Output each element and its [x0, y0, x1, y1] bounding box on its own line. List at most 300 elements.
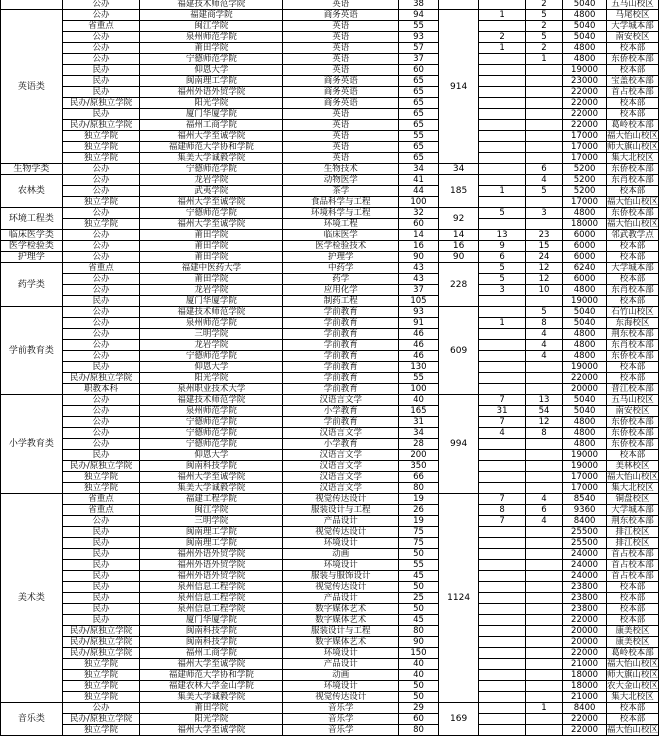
school-type-cell[interactable]: 民办/原独立学院 — [62, 98, 140, 109]
col1-cell[interactable] — [479, 131, 525, 142]
school-name-cell[interactable]: 福州外语外贸学院 — [140, 560, 283, 571]
plan-count-cell[interactable]: 130 — [399, 362, 439, 373]
school-name-cell[interactable]: 集美大学诚毅学院 — [140, 483, 283, 494]
tuition-cell[interactable]: 5040 — [563, 307, 607, 318]
col2-cell[interactable] — [525, 439, 562, 450]
col2-cell[interactable]: 3 — [525, 208, 562, 219]
plan-count-cell[interactable]: 14 — [399, 230, 439, 241]
tuition-cell[interactable]: 4800 — [563, 340, 607, 351]
plan-count-cell[interactable]: 50 — [399, 549, 439, 560]
col2-cell[interactable]: 8 — [525, 318, 562, 329]
tuition-cell[interactable]: 22000 — [563, 714, 607, 725]
category-cell[interactable]: 医学检验类 — [1, 241, 63, 252]
col1-cell[interactable]: 5 — [479, 274, 525, 285]
school-type-cell[interactable]: 民办 — [62, 450, 140, 461]
school-name-cell[interactable]: 集美大学诚毅学院 — [140, 692, 283, 703]
school-type-cell[interactable]: 民办 — [62, 65, 140, 76]
plan-count-cell[interactable]: 40 — [399, 395, 439, 406]
tuition-cell[interactable]: 22000 — [563, 109, 607, 120]
col2-cell[interactable] — [525, 637, 562, 648]
school-name-cell[interactable]: 莆田学院 — [140, 703, 283, 714]
col1-cell[interactable]: 1 — [479, 186, 525, 197]
col2-cell[interactable]: 4 — [525, 175, 562, 186]
school-name-cell[interactable]: 福建商学院 — [140, 10, 283, 21]
tuition-cell[interactable]: 4800 — [563, 351, 607, 362]
major-cell[interactable]: 动物医学 — [283, 175, 399, 186]
plan-count-cell[interactable]: 66 — [399, 472, 439, 483]
major-cell[interactable]: 产品设计 — [283, 659, 399, 670]
col2-cell[interactable] — [525, 670, 562, 681]
tuition-cell[interactable]: 21000 — [563, 659, 607, 670]
tuition-cell[interactable]: 6000 — [563, 252, 607, 263]
plan-count-cell[interactable]: 29 — [399, 703, 439, 714]
major-cell[interactable]: 数字媒体艺术 — [283, 604, 399, 615]
school-type-cell[interactable]: 民办 — [62, 527, 140, 538]
major-cell[interactable]: 环境设计 — [283, 538, 399, 549]
campus-cell[interactable]: 校本部 — [606, 252, 658, 263]
col2-cell[interactable] — [525, 109, 562, 120]
tuition-cell[interactable]: 19000 — [563, 450, 607, 461]
col2-cell[interactable]: 23 — [525, 230, 562, 241]
col1-cell[interactable] — [479, 450, 525, 461]
tuition-cell[interactable]: 4800 — [563, 417, 607, 428]
major-cell[interactable]: 学前教育 — [283, 318, 399, 329]
school-type-cell[interactable]: 公办 — [62, 351, 140, 362]
major-cell[interactable]: 环境设计 — [283, 681, 399, 692]
col2-cell[interactable]: 4 — [525, 351, 562, 362]
category-cell[interactable]: 临床医学类 — [1, 230, 63, 241]
school-name-cell[interactable]: 厦门华厦学院 — [140, 615, 283, 626]
campus-cell[interactable]: 首占校本部 — [606, 549, 658, 560]
campus-cell[interactable]: 东侨校本部 — [606, 208, 658, 219]
tuition-cell[interactable]: 4800 — [563, 10, 607, 21]
major-cell[interactable]: 环境科学与工程 — [283, 208, 399, 219]
school-type-cell[interactable]: 民办 — [62, 87, 140, 98]
school-type-cell[interactable]: 公办 — [62, 208, 140, 219]
col1-cell[interactable] — [479, 549, 525, 560]
plan-count-cell[interactable]: 44 — [399, 186, 439, 197]
plan-count-cell[interactable]: 55 — [399, 21, 439, 32]
campus-cell[interactable]: 五马山校区 — [606, 395, 658, 406]
school-type-cell[interactable]: 公办 — [62, 406, 140, 417]
major-cell[interactable]: 汉语言文学 — [283, 450, 399, 461]
col2-cell[interactable]: 2 — [525, 0, 562, 10]
col2-cell[interactable] — [525, 373, 562, 384]
school-name-cell[interactable]: 宁德师范学院 — [140, 208, 283, 219]
plan-count-cell[interactable]: 55 — [399, 373, 439, 384]
school-name-cell[interactable]: 福州大学至诚学院 — [140, 472, 283, 483]
col2-cell[interactable] — [525, 98, 562, 109]
col2-cell[interactable] — [525, 527, 562, 538]
category-total-cell[interactable]: 34 — [438, 164, 479, 175]
tuition-cell[interactable]: 5040 — [563, 395, 607, 406]
school-type-cell[interactable]: 民办/原独立学院 — [62, 461, 140, 472]
tuition-cell[interactable]: 17000 — [563, 197, 607, 208]
campus-cell[interactable]: 校本部 — [606, 98, 658, 109]
school-type-cell[interactable]: 公办 — [62, 32, 140, 43]
campus-cell[interactable]: 福大怡山校区 — [606, 219, 658, 229]
col2-cell[interactable] — [525, 153, 562, 164]
major-cell[interactable]: 商务英语 — [283, 98, 399, 109]
plan-count-cell[interactable]: 32 — [399, 208, 439, 219]
school-type-cell[interactable]: 公办 — [62, 164, 140, 175]
category-cell[interactable]: 农林类 — [1, 175, 63, 208]
tuition-cell[interactable]: 18000 — [563, 670, 607, 681]
plan-count-cell[interactable]: 60 — [399, 219, 439, 230]
tuition-cell[interactable]: 19000 — [563, 461, 607, 472]
col1-cell[interactable] — [479, 593, 525, 604]
school-type-cell[interactable]: 公办 — [62, 428, 140, 439]
campus-cell[interactable]: 大学城本部 — [606, 263, 658, 274]
school-type-cell[interactable]: 民办/原独立学院 — [62, 120, 140, 131]
tuition-cell[interactable]: 5040 — [563, 21, 607, 32]
col1-cell[interactable] — [479, 615, 525, 626]
campus-cell[interactable]: 校本部 — [606, 604, 658, 615]
tuition-cell[interactable]: 6240 — [563, 263, 607, 274]
school-name-cell[interactable]: 福州大学至诚学院 — [140, 659, 283, 670]
tuition-cell[interactable]: 21000 — [563, 692, 607, 703]
col1-cell[interactable]: 7 — [479, 494, 525, 505]
school-type-cell[interactable]: 公办 — [62, 340, 140, 351]
tuition-cell[interactable]: 22000 — [563, 615, 607, 626]
tuition-cell[interactable]: 22000 — [563, 373, 607, 384]
campus-cell[interactable]: 集大北校区 — [606, 483, 658, 494]
category-cell[interactable]: 药学类 — [1, 263, 63, 307]
tuition-cell[interactable]: 24000 — [563, 560, 607, 571]
plan-count-cell[interactable]: 350 — [399, 461, 439, 472]
school-name-cell[interactable]: 福州大学至诚学院 — [140, 197, 283, 208]
school-name-cell[interactable]: 福州外语外贸学院 — [140, 571, 283, 582]
major-cell[interactable]: 服装设计与工程 — [283, 626, 399, 637]
campus-cell[interactable]: 大学城本部 — [606, 21, 658, 32]
major-cell[interactable]: 汉语言文学 — [283, 472, 399, 483]
campus-cell[interactable]: 福大怡山校区 — [606, 659, 658, 669]
major-cell[interactable]: 护理学 — [283, 252, 399, 263]
campus-cell[interactable]: 校本部 — [606, 296, 658, 307]
school-name-cell[interactable]: 泉州信息工程学院 — [140, 582, 283, 593]
school-name-cell[interactable]: 阳光学院 — [140, 714, 283, 725]
tuition-cell[interactable]: 25500 — [563, 538, 607, 549]
school-name-cell[interactable]: 仰恩大学 — [140, 450, 283, 461]
school-type-cell[interactable]: 公办 — [62, 329, 140, 340]
col2-cell[interactable] — [525, 681, 562, 692]
col1-cell[interactable] — [479, 340, 525, 351]
col2-cell[interactable] — [525, 604, 562, 615]
col2-cell[interactable] — [525, 659, 562, 670]
school-name-cell[interactable]: 闽南科技学院 — [140, 626, 283, 637]
major-cell[interactable]: 小学教育 — [283, 439, 399, 450]
plan-count-cell[interactable]: 65 — [399, 87, 439, 98]
col2-cell[interactable]: 6 — [525, 505, 562, 516]
col2-cell[interactable] — [525, 76, 562, 87]
col1-cell[interactable] — [479, 472, 525, 483]
col2-cell[interactable] — [525, 142, 562, 153]
campus-cell[interactable]: 宝盖校本部 — [606, 76, 658, 87]
major-cell[interactable]: 汉语言文学 — [283, 461, 399, 472]
tuition-cell[interactable]: 17000 — [563, 131, 607, 142]
campus-cell[interactable]: 东肖校本部 — [606, 175, 658, 186]
major-cell[interactable]: 英语 — [283, 120, 399, 131]
school-type-cell[interactable]: 公办 — [62, 43, 140, 54]
school-name-cell[interactable]: 阳光学院 — [140, 373, 283, 384]
school-type-cell[interactable]: 省重点 — [62, 505, 140, 516]
major-cell[interactable]: 音乐学 — [283, 725, 399, 736]
tuition-cell[interactable]: 8400 — [563, 516, 607, 527]
col2-cell[interactable] — [525, 648, 562, 659]
col2-cell[interactable] — [525, 450, 562, 461]
campus-cell[interactable]: 东侨校本部 — [606, 417, 658, 428]
col1-cell[interactable] — [479, 373, 525, 384]
school-type-cell[interactable]: 民办/原独立学院 — [62, 373, 140, 384]
plan-count-cell[interactable]: 200 — [399, 450, 439, 461]
col2-cell[interactable]: 2 — [525, 21, 562, 32]
col1-cell[interactable] — [479, 197, 525, 208]
school-type-cell[interactable]: 公办 — [62, 230, 140, 241]
campus-cell[interactable]: 农大金山校区 — [606, 681, 658, 691]
tuition-cell[interactable]: 4800 — [563, 285, 607, 296]
col2-cell[interactable]: 5 — [525, 307, 562, 318]
col1-cell[interactable] — [479, 714, 525, 725]
tuition-cell[interactable]: 4800 — [563, 208, 607, 219]
campus-cell[interactable]: 首占校本部 — [606, 87, 658, 98]
category-total-cell[interactable]: 90 — [438, 252, 479, 263]
plan-count-cell[interactable]: 50 — [399, 582, 439, 593]
school-type-cell[interactable]: 公办 — [62, 516, 140, 527]
school-type-cell[interactable]: 公办 — [62, 274, 140, 285]
col1-cell[interactable]: 5 — [479, 263, 525, 274]
col1-cell[interactable] — [479, 307, 525, 318]
tuition-cell[interactable]: 22000 — [563, 648, 607, 659]
major-cell[interactable]: 英语 — [283, 131, 399, 142]
campus-cell[interactable]: 校本部 — [606, 582, 658, 593]
school-name-cell[interactable]: 阳光学院 — [140, 98, 283, 109]
campus-cell[interactable]: 校本部 — [606, 43, 658, 54]
col2-cell[interactable]: 4 — [525, 516, 562, 527]
major-cell[interactable]: 商务英语 — [283, 76, 399, 87]
school-type-cell[interactable]: 省重点 — [62, 263, 140, 274]
tuition-cell[interactable]: 4800 — [563, 428, 607, 439]
tuition-cell[interactable]: 23800 — [563, 582, 607, 593]
plan-count-cell[interactable]: 90 — [399, 637, 439, 648]
plan-count-cell[interactable]: 93 — [399, 32, 439, 43]
campus-cell[interactable]: 马尾校区 — [606, 10, 658, 21]
plan-count-cell[interactable]: 34 — [399, 164, 439, 175]
col2-cell[interactable] — [525, 549, 562, 560]
tuition-cell[interactable]: 20000 — [563, 626, 607, 637]
col1-cell[interactable] — [479, 351, 525, 362]
tuition-cell[interactable]: 5040 — [563, 406, 607, 417]
major-cell[interactable]: 学前教育 — [283, 373, 399, 384]
major-cell[interactable]: 中药学 — [283, 263, 399, 274]
category-total-cell[interactable]: 1124 — [438, 494, 479, 703]
campus-cell[interactable]: 葛岭校本部 — [606, 648, 658, 659]
campus-cell[interactable]: 福大怡山校区 — [606, 472, 658, 482]
tuition-cell[interactable]: 22000 — [563, 98, 607, 109]
plan-count-cell[interactable]: 65 — [399, 142, 439, 153]
major-cell[interactable]: 动画 — [283, 670, 399, 681]
school-name-cell[interactable]: 福州大学至诚学院 — [140, 219, 283, 230]
col2-cell[interactable] — [525, 384, 562, 395]
school-type-cell[interactable]: 民办 — [62, 615, 140, 626]
category-total-cell[interactable]: 228 — [438, 263, 479, 307]
tuition-cell[interactable]: 22000 — [563, 87, 607, 98]
major-cell[interactable]: 汉语言文学 — [283, 395, 399, 406]
col1-cell[interactable] — [479, 21, 525, 32]
col1-cell[interactable] — [479, 120, 525, 131]
school-name-cell[interactable]: 莆田学院 — [140, 252, 283, 263]
tuition-cell[interactable]: 5200 — [563, 175, 607, 186]
school-type-cell[interactable]: 公办 — [62, 252, 140, 263]
category-cell[interactable]: 音乐类 — [1, 703, 63, 736]
col2-cell[interactable] — [525, 296, 562, 307]
major-cell[interactable]: 学前教育 — [283, 417, 399, 428]
category-cell[interactable]: 学前教育类 — [1, 307, 63, 395]
tuition-cell[interactable]: 19000 — [563, 296, 607, 307]
col2-cell[interactable] — [525, 582, 562, 593]
col1-cell[interactable] — [479, 681, 525, 692]
tuition-cell[interactable]: 5040 — [563, 32, 607, 43]
school-name-cell[interactable]: 福州外语外贸学院 — [140, 549, 283, 560]
school-type-cell[interactable]: 公办 — [62, 307, 140, 318]
tuition-cell[interactable]: 24000 — [563, 571, 607, 582]
tuition-cell[interactable]: 23800 — [563, 593, 607, 604]
major-cell[interactable]: 服装与服饰设计 — [283, 571, 399, 582]
plan-count-cell[interactable]: 55 — [399, 560, 439, 571]
campus-cell[interactable]: 美林校区 — [606, 461, 658, 472]
school-name-cell[interactable]: 泉州信息工程学院 — [140, 593, 283, 604]
plan-count-cell[interactable]: 80 — [399, 725, 439, 736]
plan-count-cell[interactable]: 41 — [399, 175, 439, 186]
school-name-cell[interactable]: 泉州职业技术大学 — [140, 384, 283, 395]
campus-cell[interactable]: 师大旗山校区 — [606, 142, 658, 152]
campus-cell[interactable]: 福大怡山校区 — [606, 131, 658, 141]
col1-cell[interactable] — [479, 637, 525, 648]
campus-cell[interactable]: 东肖校本部 — [606, 340, 658, 351]
tuition-cell[interactable]: 19000 — [563, 362, 607, 373]
col2-cell[interactable]: 1 — [525, 703, 562, 714]
major-cell[interactable]: 数字媒体艺术 — [283, 637, 399, 648]
campus-cell[interactable]: 校本部 — [606, 593, 658, 604]
school-type-cell[interactable]: 独立学院 — [62, 131, 140, 142]
school-type-cell[interactable]: 民办 — [62, 76, 140, 87]
school-name-cell[interactable]: 龙岩学院 — [140, 340, 283, 351]
plan-count-cell[interactable]: 50 — [399, 604, 439, 615]
school-name-cell[interactable]: 龙岩学院 — [140, 285, 283, 296]
campus-cell[interactable]: 校本部 — [606, 241, 658, 252]
school-name-cell[interactable]: 三明学院 — [140, 329, 283, 340]
school-type-cell[interactable]: 民办 — [62, 582, 140, 593]
major-cell[interactable]: 动画 — [283, 549, 399, 560]
tuition-cell[interactable]: 5040 — [563, 318, 607, 329]
major-cell[interactable]: 学前教育 — [283, 362, 399, 373]
school-name-cell[interactable]: 厦门华厦学院 — [140, 296, 283, 307]
major-cell[interactable]: 服装设计与工程 — [283, 505, 399, 516]
category-total-cell[interactable]: 92 — [438, 208, 479, 230]
school-name-cell[interactable]: 闽南科技学院 — [140, 461, 283, 472]
major-cell[interactable]: 小学教育 — [283, 406, 399, 417]
campus-cell[interactable]: 福大怡山校区 — [606, 197, 658, 207]
col1-cell[interactable]: 1 — [479, 10, 525, 21]
campus-cell[interactable]: 东侨校本部 — [606, 428, 658, 439]
plan-count-cell[interactable]: 25 — [399, 593, 439, 604]
col1-cell[interactable] — [479, 98, 525, 109]
col1-cell[interactable] — [479, 692, 525, 703]
school-type-cell[interactable]: 民办 — [62, 593, 140, 604]
col1-cell[interactable] — [479, 527, 525, 538]
school-name-cell[interactable]: 泉州师范学院 — [140, 32, 283, 43]
plan-count-cell[interactable]: 60 — [399, 714, 439, 725]
major-cell[interactable]: 环境工程 — [283, 219, 399, 230]
school-name-cell[interactable]: 莆田学院 — [140, 230, 283, 241]
tuition-cell[interactable]: 4800 — [563, 43, 607, 54]
campus-cell[interactable]: 排江校区 — [606, 527, 658, 538]
major-cell[interactable]: 英语 — [283, 21, 399, 32]
major-cell[interactable]: 英语 — [283, 43, 399, 54]
col1-cell[interactable] — [479, 329, 525, 340]
major-cell[interactable]: 音乐学 — [283, 714, 399, 725]
campus-cell[interactable]: 校本部 — [606, 186, 658, 197]
school-type-cell[interactable]: 民办/原独立学院 — [62, 714, 140, 725]
col1-cell[interactable] — [479, 65, 525, 76]
school-type-cell[interactable]: 独立学院 — [62, 692, 140, 703]
tuition-cell[interactable]: 23800 — [563, 604, 607, 615]
col1-cell[interactable] — [479, 219, 525, 230]
tuition-cell[interactable]: 6000 — [563, 241, 607, 252]
col1-cell[interactable]: 5 — [479, 208, 525, 219]
category-total-cell[interactable]: 16 — [438, 241, 479, 252]
school-name-cell[interactable]: 泉州师范学院 — [140, 318, 283, 329]
col2-cell[interactable]: 1 — [525, 54, 562, 65]
tuition-cell[interactable]: 17000 — [563, 483, 607, 494]
plan-count-cell[interactable]: 75 — [399, 538, 439, 549]
tuition-cell[interactable]: 18000 — [563, 219, 607, 230]
col1-cell[interactable] — [479, 142, 525, 153]
school-type-cell[interactable]: 民办 — [62, 604, 140, 615]
plan-count-cell[interactable]: 43 — [399, 263, 439, 274]
school-type-cell[interactable]: 民办/原独立学院 — [62, 637, 140, 648]
school-type-cell[interactable]: 省重点 — [62, 494, 140, 505]
major-cell[interactable]: 汉语言文学 — [283, 483, 399, 494]
plan-count-cell[interactable]: 93 — [399, 307, 439, 318]
campus-cell[interactable]: 大学城本部 — [606, 505, 658, 516]
school-type-cell[interactable]: 职教本科 — [62, 384, 140, 395]
col1-cell[interactable] — [479, 560, 525, 571]
tuition-cell[interactable]: 22000 — [563, 725, 607, 736]
school-type-cell[interactable]: 独立学院 — [62, 472, 140, 483]
major-cell[interactable]: 音乐学 — [283, 703, 399, 714]
col2-cell[interactable]: 8 — [525, 428, 562, 439]
category-cell[interactable]: 英语类 — [1, 10, 63, 164]
col2-cell[interactable]: 15 — [525, 241, 562, 252]
plan-count-cell[interactable]: 55 — [399, 131, 439, 142]
tuition-cell[interactable]: 5200 — [563, 164, 607, 175]
category-cell[interactable]: 小学教育类 — [1, 395, 63, 494]
plan-count-cell[interactable]: 91 — [399, 318, 439, 329]
col2-cell[interactable] — [525, 626, 562, 637]
plan-count-cell[interactable]: 37 — [399, 285, 439, 296]
school-name-cell[interactable]: 闽南理工学院 — [140, 538, 283, 549]
school-name-cell[interactable]: 闽南理工学院 — [140, 76, 283, 87]
major-cell[interactable]: 学前教育 — [283, 384, 399, 395]
school-name-cell[interactable]: 宁德师范学院 — [140, 164, 283, 175]
col2-cell[interactable] — [525, 593, 562, 604]
col1-cell[interactable] — [479, 483, 525, 494]
plan-count-cell[interactable]: 19 — [399, 516, 439, 527]
category-total-cell[interactable]: 994 — [438, 395, 479, 494]
col2-cell[interactable] — [525, 65, 562, 76]
school-name-cell[interactable]: 福建技术师范学院 — [140, 0, 283, 10]
col2-cell[interactable]: 4 — [525, 340, 562, 351]
